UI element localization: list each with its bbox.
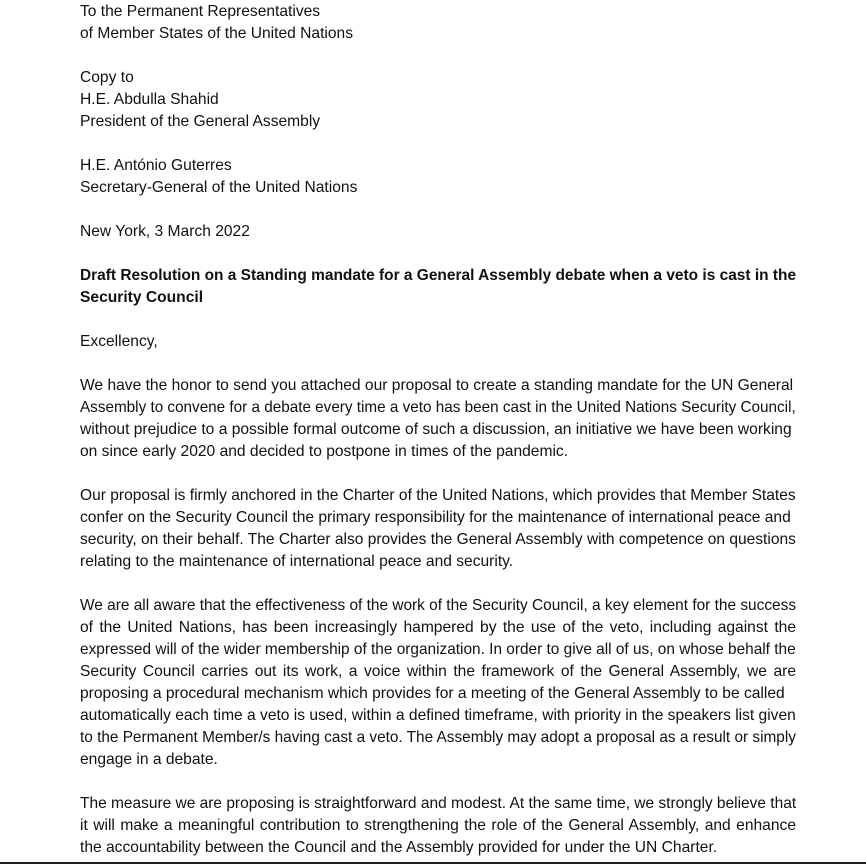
paragraph-3-line: proposing a procedural mechanism which provides for a meeting of the General Assembly to be called — [80, 685, 785, 702]
copy-recipient-1-title: President of the General Assembly — [80, 113, 321, 130]
copy-recipient-2-name: H.E. António Guterres — [80, 157, 232, 174]
paragraph-4-line: it will make a meaningful contribution to strengthening the role of the General Assembly, and enhance — [80, 817, 796, 834]
copy-recipient-1-name: H.E. Abdulla Shahid — [80, 91, 219, 108]
addressee-line-1: To the Permanent Representatives — [80, 3, 321, 20]
salutation: Excellency, — [80, 333, 158, 350]
paragraph-2-line: confer on the Security Council the primary responsibility for the maintenance of international peace and — [80, 509, 791, 526]
paragraph-2-line: security, on their behalf. The Charter also provides the General Assembly with competence on questions — [80, 531, 796, 548]
paragraph-1-line: without prejudice to a possible formal outcome of such a discussion, an initiative we have been working — [80, 421, 792, 438]
paragraph-3-line: engage in a debate. — [80, 751, 218, 768]
paragraph-1-line: We have the honor to send you attached our proposal to create a standing mandate for the UN General — [80, 377, 794, 394]
paragraph-2-line: relating to the maintenance of international peace and security. — [80, 553, 514, 570]
paragraph-3-line: automatically each time a veto is used, within a defined timeframe, with priority in the speakers list given — [80, 707, 796, 724]
place-date: New York, 3 March 2022 — [80, 223, 250, 240]
paragraph-3-line: of the United Nations, has been increasingly hampered by the use of the veto, including against the — [80, 619, 796, 636]
paragraph-2-line: Our proposal is firmly anchored in the Charter of the United Nations, which provides that Member States — [80, 487, 796, 504]
subject-line-1: Draft Resolution on a Standing mandate for a General Assembly debate when a veto is cast in the — [80, 267, 797, 284]
paragraph-3-line: Security Council carries out its work, a voice within the framework of the General Assembly, we are — [80, 663, 796, 680]
paragraph-1-line: on since early 2020 and decided to postpone in times of the pandemic. — [80, 443, 569, 460]
paragraph-4-line: The measure we are proposing is straightforward and modest. At the same time, we strongly believe that — [80, 795, 797, 812]
subject-line-2: Security Council — [80, 289, 204, 306]
paragraph-1-line: Assembly to convene for a debate every time a veto has been cast in the United Nations Security Council, — [80, 399, 796, 416]
paragraph-3-line: expressed will of the wider membership of the organization. In order to give all of us, on whose behalf the — [80, 641, 796, 658]
copy-recipient-2-title: Secretary-General of the United Nations — [80, 179, 358, 196]
page-edge-divider — [0, 862, 866, 864]
paragraph-4-line: the accountability between the Council and the Assembly provided for under the UN Charter. — [80, 839, 718, 856]
paragraph-3-line: We are all aware that the effectiveness of the work of the Security Council, a key element for the success — [80, 597, 797, 614]
copy-label: Copy to — [80, 69, 134, 86]
paragraph-3-line: to the Permanent Member/s having cast a veto. The Assembly may adopt a proposal as a result or simply — [80, 729, 796, 746]
addressee-line-2: of Member States of the United Nations — [80, 25, 354, 42]
